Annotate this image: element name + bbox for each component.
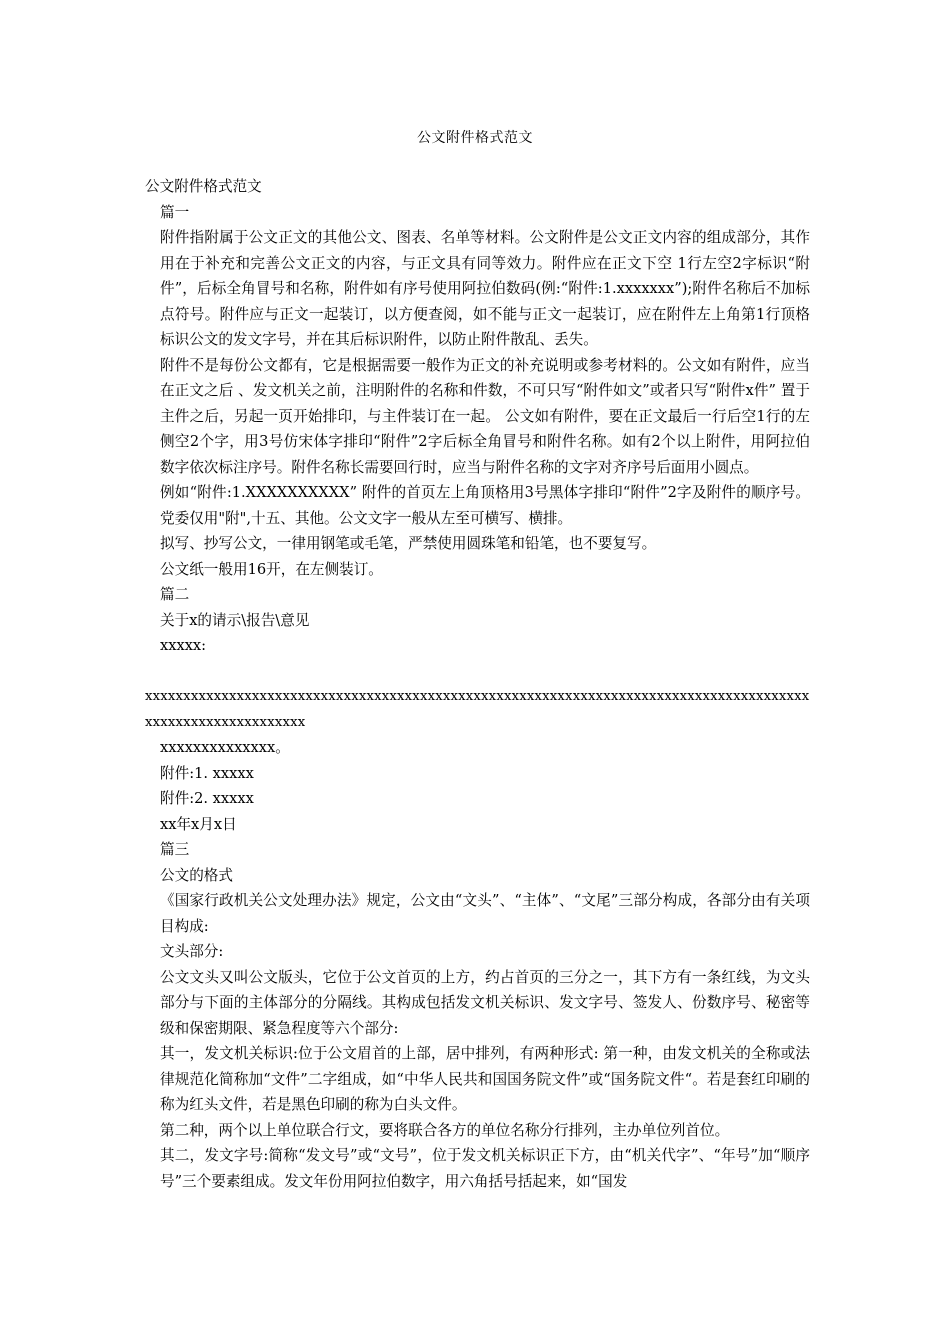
paragraph: 拟写、抄写公文，一律用钢笔或毛笔，严禁使用圆珠笔和铅笔，也不要复写。 <box>160 535 657 552</box>
paragraph: 附件不是每份公文都有，它是根据需要一般作为正文的补充说明或参考材料的。公文如有附件，应当在正文之后 、发文机关之前，注明附件的名称和件数，不可只写“附件如文”或者只写“附件x件” 置于主件之后，另起一页开始排印，与主件装订在一起。 公文如有附件，要在正文最后一行后空1行的左侧空2个字，用3号仿宋体字排印“附件”2字后标全角冒号和附件名称。如有2个以上附件，用阿拉伯数字依次标注序号。附件名称长需要回行时，应当与附件名称的文字对齐序号后面用小圆点。 <box>160 356 810 476</box>
paragraph: 公文纸一般用16开，在左侧装订。 <box>160 560 383 578</box>
section-label-3: 篇三 <box>160 841 190 858</box>
attachment-line: 附件:1. xxxxx <box>160 764 254 782</box>
document-body <box>145 174 810 1194</box>
paragraph: 其二，发文字号:简称“发文号”或“文号”，位于发文机关标识正下方，由“机关代字”、“年号”加“顺序号”三个要素组成。发文年份用阿拉伯数字，用六角括号括起来，如“国发 <box>160 1147 810 1190</box>
blank-line <box>145 659 810 685</box>
paragraph: 文头部分: <box>160 943 224 960</box>
paragraph: 例如“附件:1.XXXXXXXXXX” 附件的首页左上角顶格用3号黑体字排印“附件”2字及附件的顺序号。党委仅用"附",十五、其他。公文文字一般从左至可横写、横排。 <box>160 484 810 527</box>
document-title: 公文附件格式范文 <box>417 130 533 146</box>
paragraph: 附件指附属于公文正文的其他公文、图表、名单等材料。公文附件是公文正文内容的组成部分，其作用在于补充和完善公文正文的内容，与正文具有同等效力。附件应在正文下空 1行左空2字标识“附件”，后标全角冒号和名称，附件如有序号使用阿拉伯数码(例:“附件:1.xxxxxxx”);附件名称后不加标点符号。附件应与正文一起装订，以方便查阅，如不能与正文一起装订，应在附件左上角第1行顶格标识公文的发文字号，并在其后标识附件，以防止附件散乱、丢失。 <box>160 229 810 348</box>
section-label-2: 篇二 <box>160 586 190 603</box>
paragraph: 第二种，两个以上单位联合行文，要将联合各方的单位名称分行排列，主办单位列首位。 <box>160 1121 730 1139</box>
body-heading: 公文附件格式范文 <box>145 178 262 195</box>
paragraph: 关于x的请示\报告\意见 <box>160 611 310 629</box>
date-line: xx年x月x日 <box>160 815 237 833</box>
paragraph: 《国家行政机关公文处理办法》规定，公文由“文头”、“主体”、“文尾”三部分构成，各部分由有关项目构成: <box>160 892 810 935</box>
salutation: xxxxx: <box>160 637 207 654</box>
attachment-line: 附件:2. xxxxx <box>160 790 254 807</box>
section-label-1: 篇一 <box>160 203 190 221</box>
paragraph: xxxxxxxxxxxxxx。 <box>160 739 290 756</box>
paragraph: 公文的格式 <box>160 866 233 884</box>
paragraph: 其一，发文机关标识:位于公文眉首的上部，居中排列，有两种形式: 第一种，由发文机关的全称或法律规范化简称加“文件”二字组成，如“中华人民共和国国务院文件”或“国务院文件“。若是套红印刷的称为红头文件，若是黑色印刷的称为白头文件。 <box>160 1045 810 1113</box>
placeholder-text: xxxxxxxxxxxxxxxxxxxxxxxxxxxxxxxxxxxxxxxxxxxxxxxxxxxxxxxxxxxxxxxxxxxxxxxxxxxxxxxxxxxxxxxxxxxxxxxxxxxxxxxxxxxx <box>145 689 810 730</box>
paragraph: 公文文头又叫公文版头，它位于公文首页的上方，约占首页的三分之一，其下方有一条红线，为文头部分与下面的主体部分的分隔线。其构成包括发文机关标识、发文字号、签发人、份数序号、秘密等级和保密期限、紧急程度等六个部分: <box>160 968 810 1037</box>
